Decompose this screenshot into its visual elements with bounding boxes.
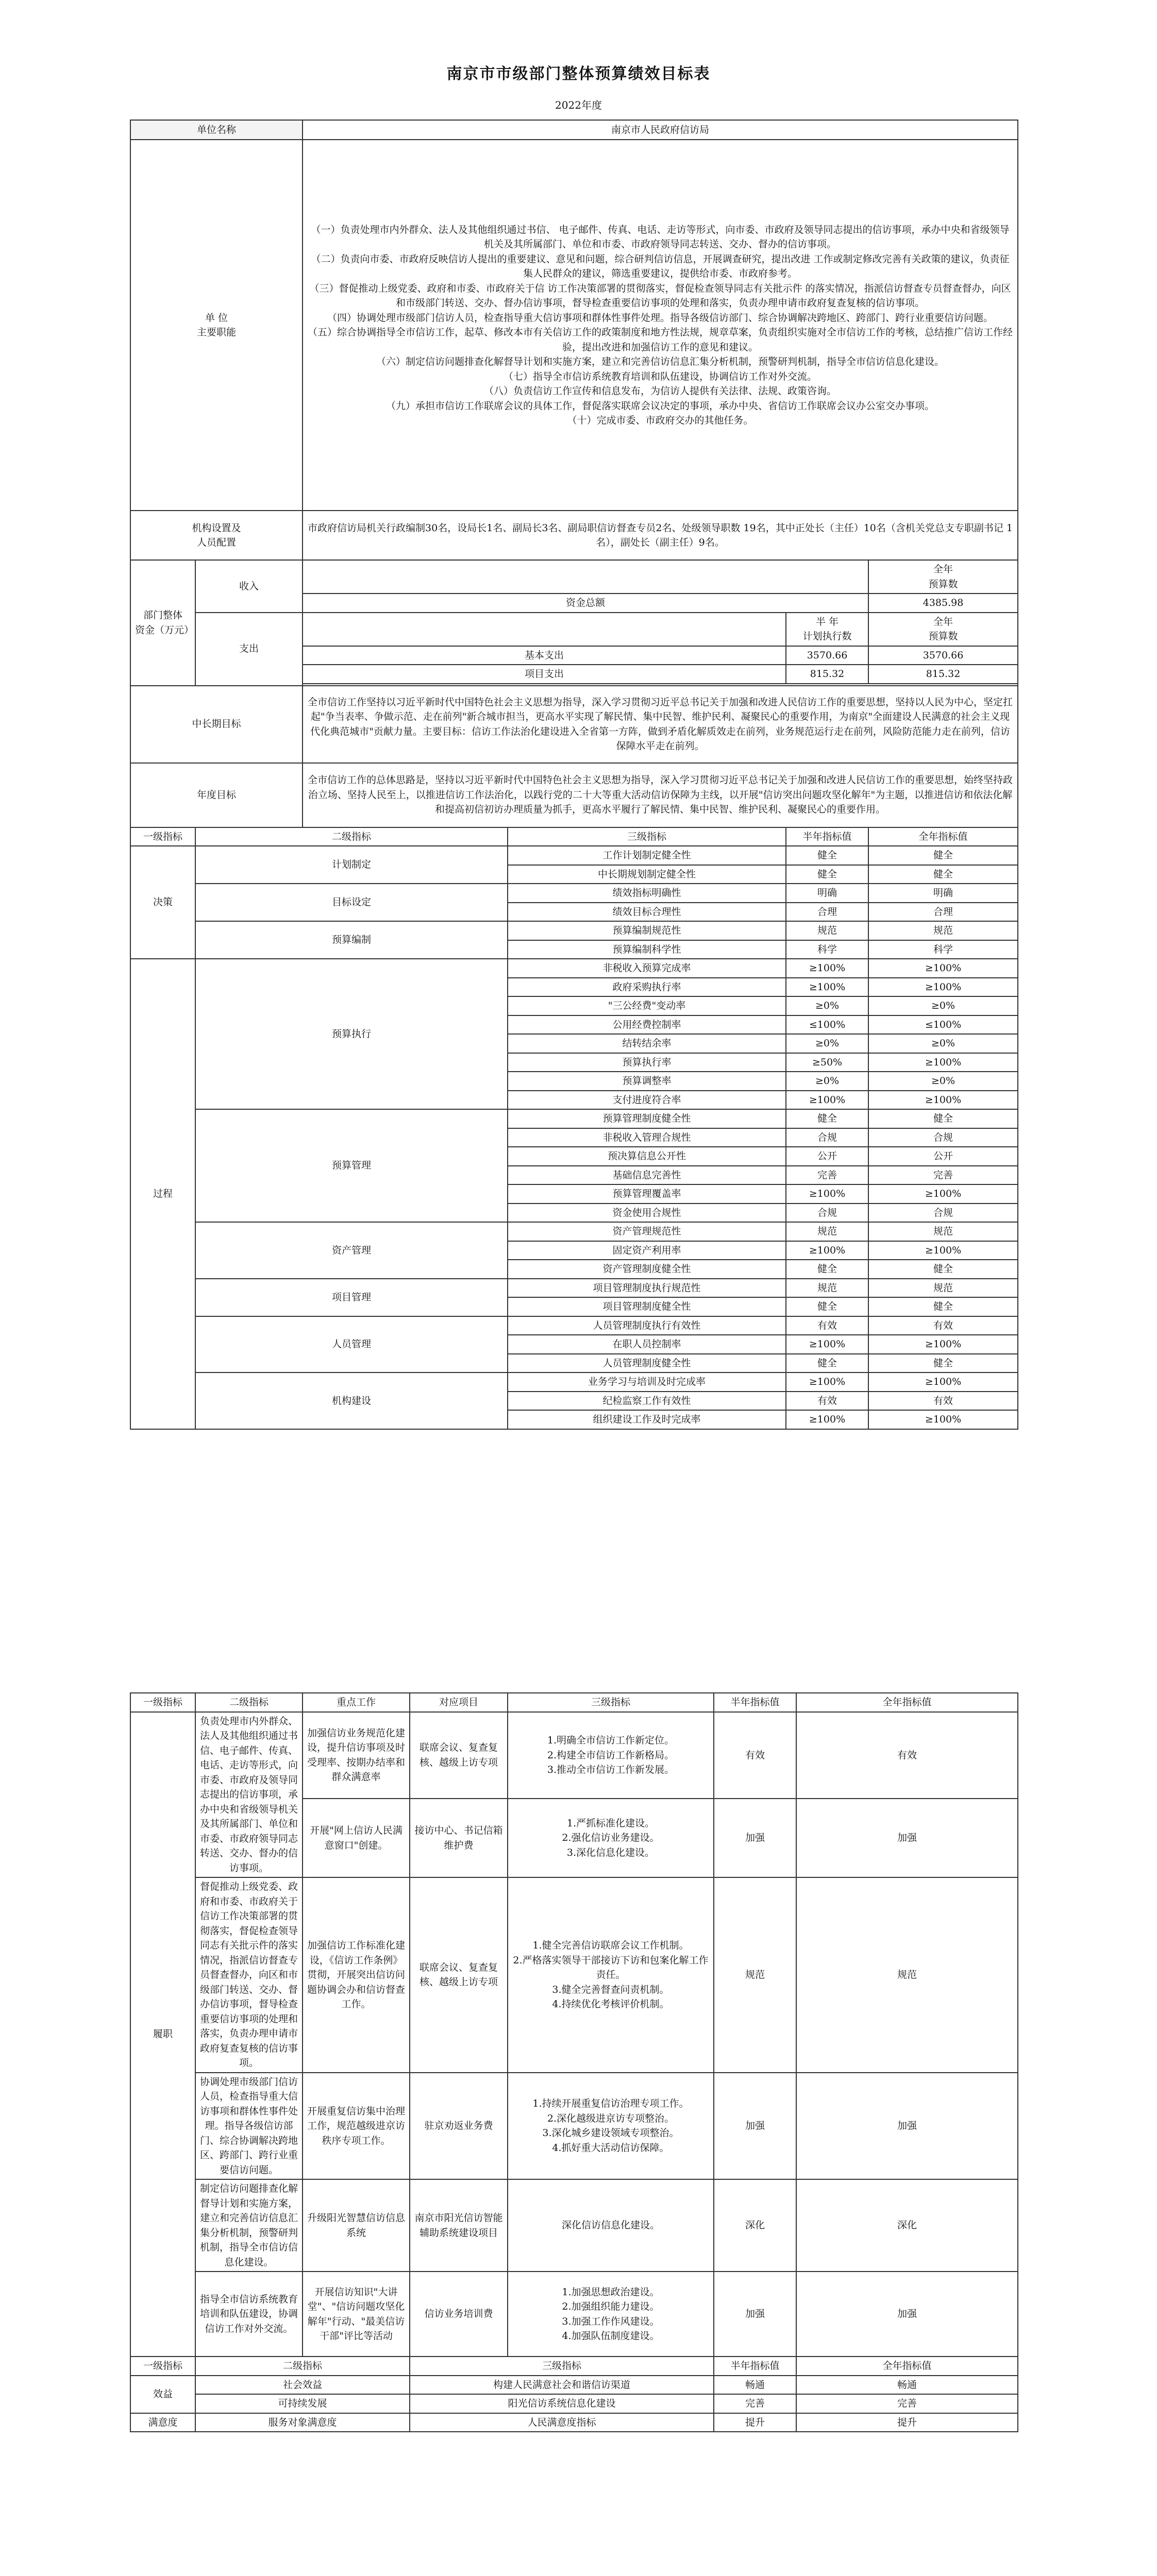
- indicator-row: [130, 1372, 1018, 1392]
- level1-indicator: 过程: [130, 959, 195, 1429]
- half-year-value: 规范: [714, 1877, 796, 2073]
- header-cell: 三级指标: [508, 1693, 714, 1712]
- half-year-value: ≥100%: [786, 1335, 868, 1354]
- full-year-value: 明确: [868, 884, 1018, 903]
- half-year-value: ≤100%: [786, 1015, 868, 1035]
- half-year-value: ≥50%: [786, 1053, 868, 1072]
- level2-indicator: 项目管理: [195, 1279, 508, 1316]
- budget-target-table: [130, 120, 1018, 1430]
- basic-full: 3570.66: [868, 646, 1018, 665]
- half-year-value: 合规: [786, 1204, 868, 1223]
- page-title: 南京市市级部门整体预算绩效目标表: [446, 65, 711, 83]
- benefit-row: [130, 2394, 1018, 2413]
- half-year-value: 有效: [786, 1316, 868, 1335]
- header-cell: 一级指标: [130, 827, 195, 846]
- level3-indicator: 资金使用合规性: [508, 1204, 786, 1223]
- level1-indicator: 决策: [130, 846, 195, 959]
- key-work: 开展信访知识"大讲堂"、"信访问题攻坚化解年"行动、"最美信访干部"评比等活动: [303, 2272, 410, 2357]
- year-label: 2022年度: [555, 99, 602, 111]
- full-year-value: 健全: [868, 865, 1018, 884]
- duty-item: （四）协调处理市级部门信访人员，检查指导重大信访事项和群体性事件处理。指导各级信访部门、综合协调解决跨地区、跨部门、跨行业重要信访问题。: [327, 312, 994, 324]
- duty-item: （十）完成市委、市政府交办的其他任务。: [567, 415, 753, 426]
- header-cell: 重点工作: [303, 1693, 410, 1712]
- level2-indicator: 社会效益: [195, 2376, 410, 2395]
- full-year-value: ≥100%: [868, 959, 1018, 978]
- full-year-value: ≥100%: [868, 1091, 1018, 1110]
- duty-item: （三）督促推动上级党委、政府和市委、市政府关于信 访工作决策部署的贯彻落实，督促检查领导同志有关批示件 的落实情况，指派信访督查专员督查督办，向区和市级部门转送、交办、督办信访事项，督导检查重要信访事项的处理和落实，负责办理申请市政府复查复核的信访事项。: [309, 282, 1011, 309]
- header-cell: 对应项目: [410, 1693, 508, 1712]
- project-full: 815.32: [868, 665, 1018, 684]
- level3-indicator: 1.明确全市信访工作新定位。 2.构建全市信访工作新格局。 3.推动全市信访工作新发展。: [508, 1712, 714, 1799]
- half-header: 半 年 计划执行数: [786, 613, 868, 646]
- header-cell: 二级指标: [195, 827, 508, 846]
- level1-indicator: 效益: [130, 2376, 195, 2413]
- duties-content: [303, 140, 1018, 511]
- full-year-value: 规范: [868, 1279, 1018, 1298]
- full-year-value: ≥0%: [868, 996, 1018, 1015]
- indicator-header-row: [130, 2357, 1018, 2376]
- level3-indicator: 绩效指标明确性: [508, 884, 786, 903]
- org-label: 机构设置及 人员配置: [130, 511, 303, 560]
- half-year-value: ≥100%: [786, 1410, 868, 1429]
- benefit-row: [130, 2376, 1018, 2395]
- level3-indicator: 结转结余率: [508, 1034, 786, 1053]
- half-year-value: 健全: [786, 865, 868, 884]
- level3-indicator: 资产管理规范性: [508, 1222, 786, 1241]
- basic-label: 基本支出: [303, 646, 786, 665]
- half-year-value: 规范: [786, 1222, 868, 1241]
- full-year-value: ≥0%: [868, 1034, 1018, 1053]
- half-year-value: 合理: [786, 903, 868, 922]
- full-year-value: ≥100%: [868, 1372, 1018, 1392]
- duty-row: [130, 1877, 1018, 2073]
- level3-indicator: 预算管理制度健全性: [508, 1109, 786, 1128]
- level3-indicator: 人员管理制度健全性: [508, 1354, 786, 1373]
- level3-indicator: 项目管理制度健全性: [508, 1297, 786, 1316]
- half-year-value: ≥100%: [786, 1091, 868, 1110]
- level1-indicator: 履职: [130, 1712, 195, 2357]
- level3-indicator: 预算编制规范性: [508, 921, 786, 940]
- full-year-value: 科学: [868, 940, 1018, 959]
- duty-row: [130, 1712, 1018, 1799]
- full-year-value: 加强: [796, 2272, 1018, 2357]
- full-year-value: 规范: [868, 1222, 1018, 1241]
- level3-indicator: 项目管理制度执行规范性: [508, 1279, 786, 1298]
- key-work: 开展"网上信访人民满意窗口"创建。: [303, 1799, 410, 1877]
- half-year-value: 公开: [786, 1147, 868, 1166]
- level2-indicator: 负责处理市内外群众、法人及其他组织通过书信、电子邮件、传真、电话、走访等形式，向市委、市政府及领导同志提出的信访事项，承办中央和省级领导机关及其所属部门、单位和市委、市政府领导同志转送、交办、督办的信访事项。: [195, 1712, 303, 1878]
- full-year-value: ≤100%: [868, 1015, 1018, 1035]
- level2-indicator: 人员管理: [195, 1316, 508, 1373]
- half-year-value: ≥0%: [786, 1072, 868, 1091]
- org-value: 市政府信访局机关行政编制30名，设局长1名、副局长3名、副局职信访督查专员2名、处级领导职数 19名，其中正处长（主任）10名（含机关党总支专职副书记 1名），副处长（副主任）9名。: [303, 511, 1018, 560]
- unit-label: 单位名称: [130, 120, 303, 140]
- level3-indicator: 组织建设工作及时完成率: [508, 1410, 786, 1429]
- level3-indicator: 政府采购执行率: [508, 978, 786, 997]
- level2-indicator: 计划制定: [195, 846, 508, 884]
- full-year-value: ≥0%: [868, 1072, 1018, 1091]
- project-label: 项目支出: [303, 665, 786, 684]
- level3-indicator: 纪检监察工作有效性: [508, 1392, 786, 1411]
- unit-value: 南京市人民政府信访局: [303, 120, 1018, 140]
- level3-indicator: 预算执行率: [508, 1053, 786, 1072]
- half-year-value: 有效: [786, 1392, 868, 1411]
- level2-indicator: 预算编制: [195, 921, 508, 959]
- level3-indicator: 绩效目标合理性: [508, 903, 786, 922]
- full-year-value: 合规: [868, 1128, 1018, 1147]
- full-year-value: 健全: [868, 1354, 1018, 1373]
- level3-indicator: 公用经费控制率: [508, 1015, 786, 1035]
- funds-label: 部门整体 资金（万元）: [130, 560, 195, 686]
- full-header: 全年 预算数: [868, 613, 1018, 646]
- level3-indicator: 工作计划制定健全性: [508, 846, 786, 865]
- level3-indicator: 预算调整率: [508, 1072, 786, 1091]
- related-project: 信访业务培训费: [410, 2272, 508, 2357]
- level2-indicator: 督促推动上级党委、政府和市委、市政府关于信访工作决策部署的贯彻落实，督促检查领导同志有关批示件的落实情况，指派信访督查专员督查督办，向区和市级部门转送、交办、督办信访事项，督导检查重要信访事项的处理和落实，负责办理申请市政府复查复核的信访事项。: [195, 1877, 303, 2073]
- level2-indicator: 协调处理市级部门信访人员，检查指导重大信访事项和群体性事件处理。指导各级信访部门、综合协调解决跨地区、跨部门、跨行业重要信访问题。: [195, 2073, 303, 2180]
- header-cell: 三级指标: [410, 2357, 714, 2376]
- half-year-value: 深化: [714, 2179, 796, 2272]
- half-year-value: 健全: [786, 1260, 868, 1279]
- duty-row: [130, 2073, 1018, 2180]
- level2-indicator: 机构建设: [195, 1372, 508, 1429]
- level2-indicator: 制定信访问题排查化解督导计划和实施方案，建立和完善信访信息汇集分析机制，预警研判机制，指导全市信访信息化建设。: [195, 2179, 303, 2272]
- half-year-value: 规范: [786, 1279, 868, 1298]
- full-year-value: ≥100%: [868, 978, 1018, 997]
- level3-indicator: 1.加强思想政治建设。 2.加强组织能力建设。 3.加强工作作风建设。 4.加强队伍制度建设。: [508, 2272, 714, 2357]
- level2-indicator: 预算执行: [195, 959, 508, 1109]
- indicator-row: [130, 959, 1018, 978]
- full-year-value: 健全: [868, 846, 1018, 865]
- level2-indicator: 资产管理: [195, 1222, 508, 1279]
- level3-indicator: 资产管理制度健全性: [508, 1260, 786, 1279]
- full-year-value: 完善: [796, 2394, 1018, 2413]
- basic-half: 3570.66: [786, 646, 868, 665]
- full-year-value: 有效: [868, 1392, 1018, 1411]
- income-year-header: 全年 预算数: [868, 560, 1018, 594]
- header-cell: 三级指标: [508, 827, 786, 846]
- duty-item: （二）负责向市委、市政府反映信访人提出的重要建议、意见和问题，综合研判信访信息，开展调查研究，提出改进 工作或制定修改完善有关政策的建议，负责征集人民群众的建议，筛选重要建议，提供给市委、市政府参考。: [311, 253, 1010, 279]
- duty-row: [130, 2179, 1018, 2272]
- key-work: 开展重复信访集中治理工作，规范越级进京访秩序专项工作。: [303, 2073, 410, 2180]
- duty-item: （六）制定信访问题排查化解督导计划和实施方案，建立和完善信访信息汇集分析机制，预警研判机制，指导全市信访信息化建设。: [376, 356, 945, 367]
- full-year-value: 完善: [868, 1166, 1018, 1185]
- level2-indicator: 服务对象满意度: [195, 2413, 410, 2432]
- key-work: 升级阳光智慧信访信息系统: [303, 2179, 410, 2272]
- level3-indicator: 在职人员控制率: [508, 1335, 786, 1354]
- related-project: 联席会议、复查复核、越级上访专项: [410, 1712, 508, 1799]
- half-year-value: ≥0%: [786, 996, 868, 1015]
- indicator-row: [130, 1109, 1018, 1128]
- related-project: 联席会议、复查复核、越级上访专项: [410, 1877, 508, 2073]
- mid-goal-value: 全市信访工作坚持以习近平新时代中国特色社会主义思想为指导，深入学习贯彻习近平总书记关于加强和改进人民信访工作的重要思想，坚持以人民为中心，坚定扛起"争当表率、争做示范、走在前列"新合城市担当，更高水平实现了解民情、集中民智、维护民利、凝聚民心的重要作用，为南京"全面建设人民满意的社会主义现代化典范城市"贡献力量。主要目标：信访工作法治化建设进入全省第一方阵，做到矛盾化解质效走在前列，业务规范运行走在前列，风险防范能力走在前列，信访保障水平走在前列。: [303, 686, 1018, 763]
- level3-indicator: 1.健全完善信访联席会议工作机制。 2.严格落实领导干部接访下访和包案化解工作责任。 3.健全完善督查问责机制。 4.持续优化考核评价机制。: [508, 1877, 714, 2073]
- indicator-header-row: [130, 1693, 1018, 1712]
- header-cell: 一级指标: [130, 1693, 195, 1712]
- half-year-value: 加强: [714, 2073, 796, 2180]
- level2-indicator: 预算管理: [195, 1109, 508, 1222]
- header-cell: 半年指标值: [714, 2357, 796, 2376]
- project-half: 815.32: [786, 665, 868, 684]
- half-year-value: ≥100%: [786, 978, 868, 997]
- year-goal-value: 全市信访工作的总体思路是，坚持以习近平新时代中国特色社会主义思想为指导，深入学习贯彻习近平总书记关于加强和改进人民信访工作的重要思想，始终坚持政治立场、坚持人民至上，以推进信访工作法治化，以践行党的二十大等重大活动信访保障为主线，以开展"信访突出问题攻坚化解年"为主题，以推进信访和依法化解和提高初信初访办理质量为抓手，更高水平履行了解民情、集中民智、维护民利、凝聚民心的重要作用。: [303, 763, 1018, 827]
- level3-indicator: 非税收入管理合规性: [508, 1128, 786, 1147]
- level3-indicator: 深化信访信息化建设。: [508, 2179, 714, 2272]
- half-year-value: 有效: [714, 1712, 796, 1799]
- duty-item: （九）承担市信访工作联席会议的具体工作，督促落实联席会议决定的事项，承办中央、省信访工作联席会议办公室交办事项。: [386, 400, 935, 412]
- level3-indicator: 中长期规划制定健全性: [508, 865, 786, 884]
- header-cell: 半年指标值: [714, 1693, 796, 1712]
- half-year-value: 科学: [786, 940, 868, 959]
- year-goal-label: 年度目标: [130, 763, 303, 827]
- duty-row: [130, 2272, 1018, 2357]
- full-year-value: 健全: [868, 1109, 1018, 1128]
- header-cell: 全年指标值: [796, 1693, 1018, 1712]
- half-year-value: 明确: [786, 884, 868, 903]
- performance-indicator-table: [130, 1692, 1018, 2432]
- level3-indicator: 构建人民满意社会和谐信访渠道: [410, 2376, 714, 2395]
- header-cell: 全年指标值: [796, 2357, 1018, 2376]
- half-year-value: ≥100%: [786, 959, 868, 978]
- full-year-value: 合理: [868, 903, 1018, 922]
- half-year-value: 加强: [714, 2272, 796, 2357]
- half-year-value: 完善: [786, 1166, 868, 1185]
- full-year-value: ≥100%: [868, 1184, 1018, 1204]
- level3-indicator: 人民满意度指标: [410, 2413, 714, 2432]
- key-work: 加强信访业务规范化建设，提升信访事项及时受理率、按期办结率和群众满意率: [303, 1712, 410, 1799]
- indicator-row: [130, 884, 1018, 903]
- full-year-value: 公开: [868, 1147, 1018, 1166]
- level3-indicator: 预算管理覆盖率: [508, 1184, 786, 1204]
- full-year-value: 健全: [868, 1297, 1018, 1316]
- full-year-value: 提升: [796, 2413, 1018, 2432]
- duty-item: （一）负责处理市内外群众、法人及其他组织通过书信、 电子邮件、传真、电话、走访等形式，向市委、市政府及领导同志提出的信访事项，承办中央和省级领导机关及其所属部门、单位和市委、市政府领导同志转送、交办、督办的信访事项。: [311, 224, 1010, 250]
- half-year-value: 健全: [786, 1297, 868, 1316]
- indicator-row: [130, 921, 1018, 940]
- indicator-row: [130, 1222, 1018, 1241]
- duty-item: （五）综合协调指导全市信访工作，起草、修改本市有关信访工作的政策制度和地方性法规，规章草案，负责组织实施对全市信访工作的考核，总结推广信访工作经验，提出改进和加强信访工作的意见和建议。: [308, 327, 1013, 353]
- full-year-value: 合规: [868, 1204, 1018, 1223]
- half-year-value: 健全: [786, 1109, 868, 1128]
- satisfaction-row: [130, 2413, 1018, 2432]
- half-year-value: 健全: [786, 1354, 868, 1373]
- level3-indicator: 基础信息完善性: [508, 1166, 786, 1185]
- total-value: 4385.98: [868, 594, 1018, 613]
- full-year-value: 健全: [868, 1260, 1018, 1279]
- half-year-value: ≥0%: [786, 1034, 868, 1053]
- half-year-value: 规范: [786, 921, 868, 940]
- level2-indicator: 指导全市信访系统教育培训和队伍建设，协调信访工作对外交流。: [195, 2272, 303, 2357]
- half-year-value: 健全: [786, 846, 868, 865]
- header-cell: 全年指标值: [868, 827, 1018, 846]
- level1-indicator: 满意度: [130, 2413, 195, 2432]
- half-year-value: 加强: [714, 1799, 796, 1877]
- half-year-value: ≥100%: [786, 1241, 868, 1260]
- full-year-value: 加强: [796, 2073, 1018, 2180]
- header-cell: 二级指标: [195, 1693, 303, 1712]
- half-year-value: 合规: [786, 1128, 868, 1147]
- level3-indicator: 固定资产利用率: [508, 1241, 786, 1260]
- half-year-value: 畅通: [714, 2376, 796, 2395]
- duties-label: 单 位 主要职能: [130, 140, 303, 511]
- level3-indicator: 非税收入预算完成率: [508, 959, 786, 978]
- header-cell: 一级指标: [130, 2357, 195, 2376]
- half-year-value: ≥100%: [786, 1184, 868, 1204]
- level3-indicator: 人员管理制度执行有效性: [508, 1316, 786, 1335]
- half-year-value: 完善: [714, 2394, 796, 2413]
- full-year-value: 畅通: [796, 2376, 1018, 2395]
- level3-indicator: 预决算信息公开性: [508, 1147, 786, 1166]
- half-year-value: ≥100%: [786, 1372, 868, 1392]
- related-project: 接访中心、书记信箱维护费: [410, 1799, 508, 1877]
- related-project: 驻京劝返业务费: [410, 2073, 508, 2180]
- expense-label: 支出: [195, 613, 303, 686]
- level3-indicator: 1.严抓标准化建设。 2.强化信访业务建设。 3.深化信息化建设。: [508, 1799, 714, 1877]
- full-year-value: 有效: [796, 1712, 1018, 1799]
- indicator-row: [130, 846, 1018, 865]
- level2-indicator: 可持续发展: [195, 2394, 410, 2413]
- level3-indicator: 阳光信访系统信息化建设: [410, 2394, 714, 2413]
- full-year-value: ≥100%: [868, 1241, 1018, 1260]
- level3-indicator: 业务学习与培训及时完成率: [508, 1372, 786, 1392]
- duty-item: （七）指导全市信访系统教育培训和队伍建设，协调信访工作对外交流。: [504, 370, 817, 382]
- level2-indicator: 目标设定: [195, 884, 508, 921]
- full-year-value: 规范: [868, 921, 1018, 940]
- full-year-value: 加强: [796, 1799, 1018, 1877]
- level3-indicator: "三公经费"变动率: [508, 996, 786, 1015]
- level3-indicator: 支付进度符合率: [508, 1091, 786, 1110]
- header-cell: 半年指标值: [786, 827, 868, 846]
- full-year-value: 有效: [868, 1316, 1018, 1335]
- level3-indicator: 1.持续开展重复信访治理专项工作。 2.深化越级进京访专项整治。 3.深化城乡建设领域专项整治。 4.抓好重大活动信访保障。: [508, 2073, 714, 2180]
- indicator-row: [130, 1279, 1018, 1298]
- half-year-value: 提升: [714, 2413, 796, 2432]
- header-cell: 二级指标: [195, 2357, 410, 2376]
- total-label: 资金总额: [303, 594, 868, 613]
- mid-goal-label: 中长期目标: [130, 686, 303, 763]
- full-year-value: 规范: [796, 1877, 1018, 2073]
- indicator-header-row: [130, 827, 1018, 846]
- indicator-row: [130, 1316, 1018, 1335]
- full-year-value: ≥100%: [868, 1335, 1018, 1354]
- income-label: 收入: [195, 560, 303, 613]
- duty-item: （八）负责信访工作宣传和信息发布，为信访人提供有关法律、法规、政策咨询。: [484, 385, 837, 397]
- full-year-value: ≥100%: [868, 1410, 1018, 1429]
- related-project: 南京市阳光信访智能辅助系统建设项目: [410, 2179, 508, 2272]
- key-work: 加强信访工作标准化建设，《信访工作条例》贯彻，开展突出信访问题协调会办和信访督查工作。: [303, 1877, 410, 2073]
- full-year-value: 深化: [796, 2179, 1018, 2272]
- level3-indicator: 预算编制科学性: [508, 940, 786, 959]
- full-year-value: ≥100%: [868, 1053, 1018, 1072]
